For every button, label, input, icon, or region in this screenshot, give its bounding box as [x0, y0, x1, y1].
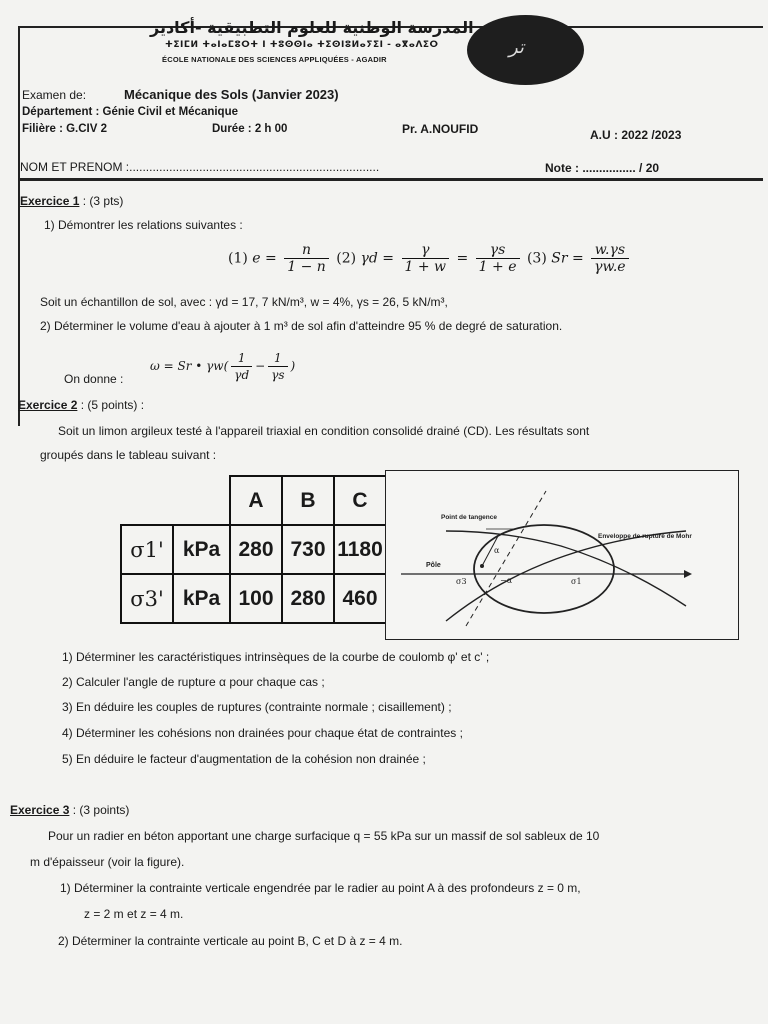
note-dots: ................ [582, 161, 636, 175]
row-label: σ3' [121, 574, 173, 623]
axis-arrow-icon [684, 570, 692, 578]
label-point-tangence: Point de tangence [441, 514, 497, 521]
f2-lhs: γd = [360, 250, 395, 267]
name-label: NOM ET PRENOM : [20, 160, 130, 174]
ex3-q2: 2) Déterminer la contrainte verticale au point B, C et D à z = 4 m. [58, 934, 403, 948]
col-header: C [334, 476, 386, 525]
ex1-sample: Soit un échantillon de sol, avec : γd = 17, 7 kN/m³, w = 4%, γs = 26, 5 kN/m³, [40, 295, 448, 309]
table-cell: 280 [282, 574, 334, 623]
row-unit: kPa [173, 574, 230, 623]
failure-envelope-lower [446, 531, 686, 621]
ex2-question-4: 4) Déterminer les cohésions non drainées pour chaque état de contraintes ; [62, 726, 463, 740]
ex2-question-3: 3) En déduire les couples de ruptures (contrainte normale ; cisaillement) ; [62, 700, 452, 714]
mohr-circle-svg [386, 471, 738, 639]
ex1-formulas [228, 242, 632, 275]
school-name-french: ÉCOLE NATIONALE DES SCIENCES APPLIQUÉES - AGADIR [162, 55, 387, 64]
row-label: σ1' [121, 525, 173, 574]
ex2-question-5: 5) En déduire le facteur d'augmentation de la cohésion non drainée ; [62, 752, 426, 766]
ex3-heading [10, 803, 129, 817]
table-row [121, 574, 386, 623]
f2-eq: = [456, 250, 469, 267]
ex2-heading [18, 398, 144, 412]
academic-year: A.U : 2022 /2023 [590, 128, 682, 142]
logo-glyph-icon: ﺗﺮ [509, 37, 524, 58]
ex1-title: Exercice 1 [20, 194, 80, 208]
table-cell: 730 [282, 525, 334, 574]
ex2-question-2: 2) Calculer l'angle de rupture α pour chaque cas ; [62, 675, 325, 689]
table-cell: 100 [230, 574, 282, 623]
school-logo [467, 15, 584, 85]
professor: Pr. A.NOUFID [402, 122, 479, 136]
ex3-intro-line2: m d'épaisseur (voir la figure). [30, 855, 185, 869]
ex2-question-1: 1) Déterminer les caractéristiques intrinsèques de la courbe de coulomb φ' et c' ; [62, 650, 490, 664]
mohr-circle [474, 525, 614, 613]
ex2-points: : (5 points) : [77, 398, 145, 412]
ex1-heading [20, 194, 123, 208]
col-header: B [282, 476, 334, 525]
header-separator [18, 178, 763, 181]
ex3-intro-line1: Pour un radier en béton apportant une charge surfacique q = 55 kPa sur un massif de sol sableux de 10 [48, 829, 600, 843]
f2-label: (2) [336, 250, 357, 267]
ex3-title: Exercice 3 [10, 803, 70, 817]
f2-fraction-b: $\frac{\gamma s}{1 + e}$ [476, 242, 520, 275]
table-header-row [121, 476, 386, 525]
ex2-intro-line2: groupés dans le tableau suivant : [40, 448, 217, 462]
row-unit: kPa [173, 525, 230, 574]
ex1-points: : (3 pts) [79, 194, 124, 208]
filiere: Filière : G.CIV 2 [22, 123, 107, 135]
f3-fraction: $\frac{w.\gamma s}{\gamma w.e}$ [591, 242, 628, 275]
label-minus-alpha: −α [500, 576, 513, 585]
f1-lhs: e = [252, 250, 277, 267]
name-dots: ........................................................................... [129, 160, 380, 174]
school-name-tifinagh: ⵜⵉⵏⵎⵍ ⵜⴰⵏⴰⵎⵓⵔⵜ ⵏ ⵜⵓⵙⵙⵏⴰ ⵜⵉⵙⵏⵓⵍⴰⵢⵉⵏ - ⴰⴳⴰⴷⵉⵔ [165, 40, 439, 50]
exam-title: Mécanique des Sols (Janvier 2023) [124, 87, 339, 102]
table-cell: 460 [334, 574, 386, 623]
note-field [545, 161, 659, 175]
exam-label: Examen de: [22, 88, 87, 102]
ex3-points: : (3 points) [69, 803, 130, 817]
label-enveloppe: Enveloppe de rupture de Mohr [598, 533, 692, 540]
department: Département : Génie Civil et Mécanique [22, 106, 239, 118]
ex3-q1-line1: 1) Déterminer la contrainte verticale engendrée par le radier au point A à des profondeurs z = 0 m, [60, 881, 581, 895]
ex2-intro-line1: Soit un limon argileux testé à l'appareil triaxial en condition consolidé drainé (CD). Les résultats sont [58, 424, 590, 438]
label-sigma3: σ3 [456, 577, 467, 586]
col-header: A [230, 476, 282, 525]
table-row [121, 525, 386, 574]
note-label: Note : [545, 161, 583, 175]
ex3-q1-line2: z = 2 m et z = 4 m. [84, 907, 184, 921]
pole-point [480, 564, 484, 568]
ex2-title: Exercice 2 [18, 398, 78, 412]
f2-fraction-a: $\frac{\gamma}{1 + w}$ [402, 242, 450, 275]
table-cell: 1180 [334, 525, 386, 574]
left-border [18, 26, 20, 426]
f3-label: (3) [526, 250, 547, 267]
label-pole: Pôle [426, 562, 441, 569]
ex1-q2: 2) Déterminer le volume d'eau à ajouter à 1 m³ de sol afin d'atteindre 95 % de degré de saturation. [40, 319, 563, 333]
f3-lhs: Sr = [551, 250, 584, 267]
f1-label: (1) [228, 250, 248, 267]
ex1-q1: 1) Démontrer les relations suivantes : [44, 218, 243, 232]
f1-fraction: $\frac{n}{1 - n}$ [284, 242, 329, 275]
school-name-arabic: المدرسة الوطنية للعلوم التطبيقية -أكادير [150, 18, 474, 37]
mohr-circle-diagram [385, 470, 739, 640]
duree: Durée : 2 h 00 [212, 123, 288, 135]
ex1-given-label: On donne : [64, 372, 124, 386]
note-max: / 20 [635, 161, 660, 175]
label-sigma1: σ1 [571, 577, 582, 586]
ex1-given-formula: ω = Sr • γw( $\frac{1}{\gamma d}$ − $\frac{1}{\gamma s}$ ) [150, 351, 296, 382]
table-cell: 280 [230, 525, 282, 574]
label-alpha: α [494, 546, 500, 555]
name-field [20, 160, 379, 174]
triaxial-results-table [120, 475, 387, 624]
